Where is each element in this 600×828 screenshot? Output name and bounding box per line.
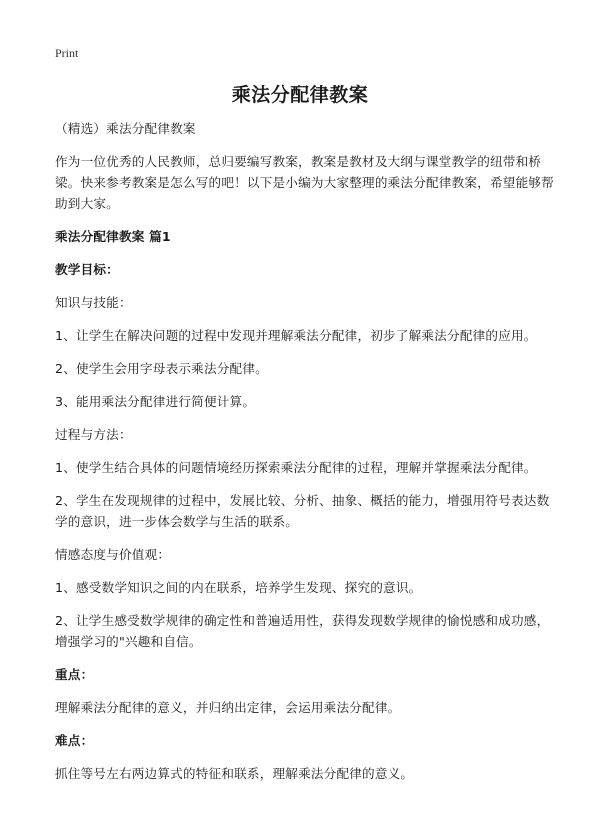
subtitle: （精选）乘法分配律教案	[55, 121, 196, 136]
difficulty-text: 抓住等号左右两边算式的特征和联系，理解乘法分配律的意义。	[55, 766, 414, 781]
knowledge-item: 3、能用乘法分配律进行简便计算。	[55, 394, 256, 409]
section-heading: 乘法分配律教案 篇1	[55, 229, 171, 244]
attitude-item: 2、让学生感受数学规律的确定性和普遍适用性，获得发现数学规律的愉悦感和成功感，增强学习的"兴趣和自信。	[55, 613, 550, 649]
process-item: 1、使学生结合具体的问题情境经历探索乘法分配律的过程，理解并掌握乘法分配律。	[55, 460, 537, 475]
print-link[interactable]: Print	[55, 46, 79, 60]
process-item: 2、学生在发现规律的过程中，发展比较、分析、抽象、概括的能力，增强用符号表达数学的意识，进一步体会数学与生活的联系。	[55, 493, 550, 529]
key-point-text: 理解乘法分配律的意义，并归纳出定律，会运用乘法分配律。	[55, 700, 401, 715]
intro-paragraph: 作为一位优秀的人民教师，总归要编写教案，教案是教材及大纲与课堂教学的纽带和桥梁。快来参考教案是怎么写的吧！以下是小编为大家整理的乘法分配律教案，希望能够帮助到大家。	[55, 154, 554, 211]
goals-heading: 教学目标：	[55, 262, 119, 277]
attitude-label: 情感态度与价值观：	[55, 547, 171, 562]
key-point-heading: 重点：	[55, 667, 94, 682]
attitude-item: 1、感受数学知识之间的内在联系，培养学生发现、探究的意识。	[55, 580, 422, 595]
document-body	[55, 118, 555, 796]
knowledge-item: 2、使学生会用字母表示乘法分配律。	[55, 361, 268, 376]
difficulty-heading: 难点：	[55, 733, 94, 748]
process-label: 过程与方法：	[55, 427, 132, 442]
knowledge-label: 知识与技能：	[55, 295, 132, 310]
knowledge-item: 1、让学生在解决问题的过程中发现并理解乘法分配律，初步了解乘法分配律的应用。	[55, 328, 537, 343]
page-title: 乘法分配律教案	[231, 84, 369, 106]
